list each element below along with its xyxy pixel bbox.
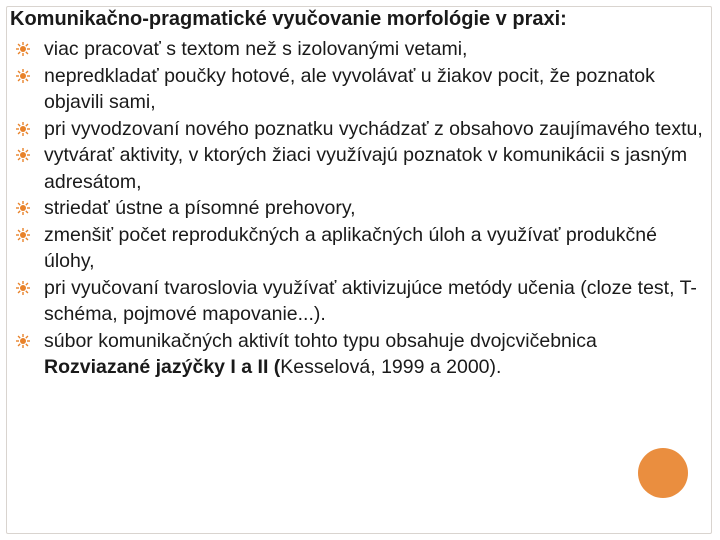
bullet-text: zmenšiť počet reprodukčných a aplikačných úloh a využívať produkčné úlohy,	[44, 223, 657, 272]
sun-icon	[16, 228, 30, 242]
sun-icon	[16, 148, 30, 162]
sun-icon	[16, 69, 30, 83]
list-item	[10, 328, 705, 381]
slide-title: Komunikačno-pragmatické vyučovanie morfológie v praxi:	[10, 8, 567, 30]
bullet-text: striedať ústne a písomné prehovory,	[44, 197, 356, 219]
bullet-text: pri vyvodzovaní nového poznatku vychádzať z obsahovo zaujímavého textu,	[44, 117, 703, 140]
list-item	[10, 116, 705, 143]
list-item	[10, 142, 705, 195]
bullet-text: súbor komunikačných aktivít tohto typu obsahuje dvojcvičebnica	[44, 329, 597, 352]
list-item	[10, 222, 705, 275]
sun-icon	[16, 334, 30, 348]
list-item	[10, 63, 705, 116]
book-title: Rozviazané jazýčky I a II (	[44, 356, 281, 378]
list-item	[10, 195, 705, 222]
list-item	[10, 275, 705, 328]
decorative-circle	[638, 448, 688, 498]
bullet-list	[10, 36, 705, 381]
bullet-text: viac pracovať s textom než s izolovanými vetami,	[44, 38, 468, 60]
sun-icon	[16, 42, 30, 56]
bullet-text: nepredkladať poučky hotové, ale vyvolávať u žiakov pocit, že poznatok objavili sami,	[44, 64, 655, 113]
bullet-text: pri vyučovaní tvaroslovia využívať aktivizujúce metódy učenia (cloze test, T-schéma, pojmové mapovanie...).	[44, 276, 697, 325]
citation-text: Kesselová, 1999 a 2000).	[280, 356, 502, 378]
list-item	[10, 36, 705, 63]
bullet-text: vytvárať aktivity, v ktorých žiaci využívajú poznatok v komunikácii s jasným adresátom,	[44, 144, 688, 193]
sun-icon	[16, 201, 30, 215]
sun-icon	[16, 122, 30, 136]
sun-icon	[16, 281, 30, 295]
